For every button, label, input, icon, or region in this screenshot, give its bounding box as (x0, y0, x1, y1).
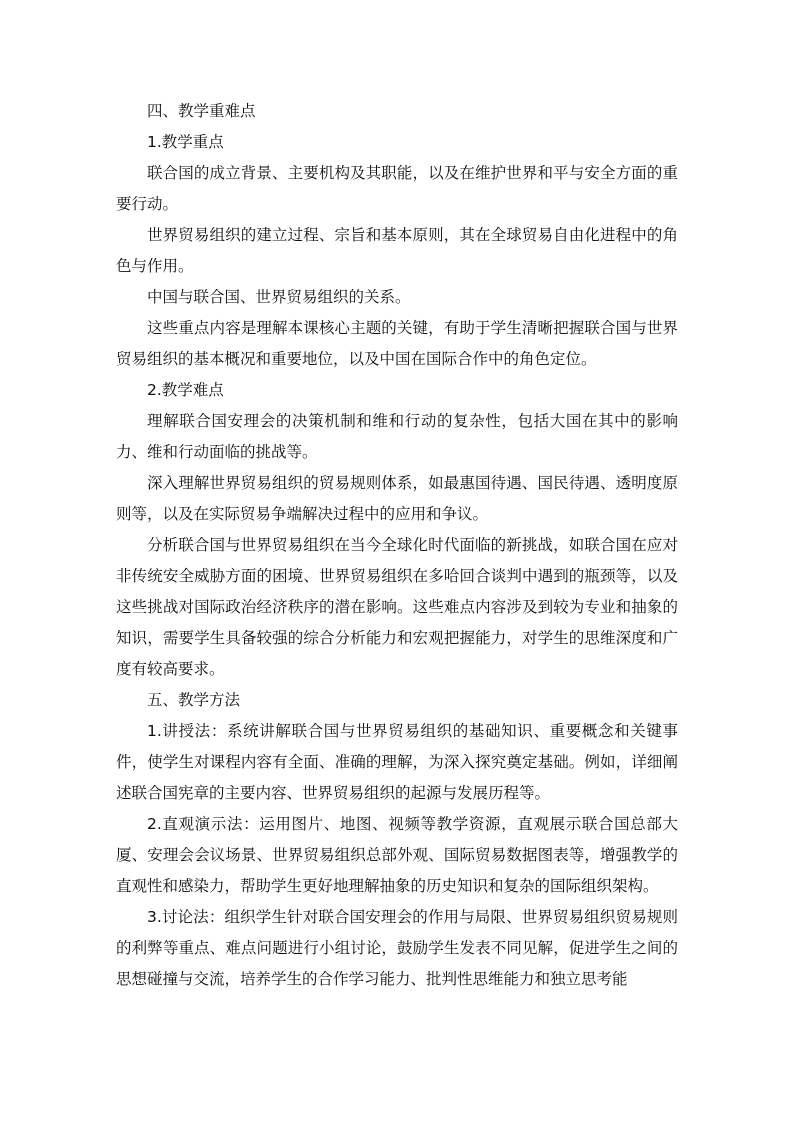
paragraph-un-background: 联合国的成立背景、主要机构及其职能，以及在维护世界和平与安全方面的重要行动。 (116, 164, 678, 213)
section-heading-teaching-methods: 五、教学方法 (147, 691, 241, 709)
paragraph-new-challenges: 分析联合国与世界贸易组织在当今全球化时代面临的新挑战，如联合国在应对非传统安全威胁方面的困境、世界贸易组织在多哈回合谈判中遇到的瓶颈等，以及这些挑战对国际政治经济秩序的潜在影响。这些难点内容涉及到较为专业和抽象的知识，需要学生具备较强的综合分析能力和宏观把握能力，对学生的思维深度和广度有较高要求。 (116, 536, 678, 678)
paragraph-wto-rules: 深入理解世界贸易组织的贸易规则体系，如最惠国待遇、国民待遇、透明度原则等，以及在实际贸易争端解决过程中的应用和争议。 (116, 474, 678, 523)
paragraph-china-relations: 中国与联合国、世界贸易组织的关系。 (147, 288, 411, 306)
paragraph-discussion-method: 3.讨论法：组织学生针对联合国安理会的作用与局限、世界贸易组织贸易规则的利弊等重点、难点问题进行小组讨论，鼓励学生发表不同见解，促进学生之间的思想碰撞与交流，培养学生的合作学习能力、批判性思维能力和独立思考能 (116, 908, 678, 988)
paragraph-wto-establishment: 世界贸易组织的建立过程、宗旨和基本原则，其在全球贸易自由化进程中的角色与作用。 (116, 226, 678, 275)
subheading-teaching-focus: 1.教学重点 (147, 133, 224, 151)
paragraph-lecture-method: 1.讲授法：系统讲解联合国与世界贸易组织的基础知识、重要概念和关键事件，使学生对课程内容有全面、准确的理解，为深入探究奠定基础。例如，详细阐述联合国宪章的主要内容、世界贸易组织的起源与发展历程等。 (116, 722, 678, 802)
document-page (116, 96, 678, 995)
paragraph-demonstration-method: 2.直观演示法：运用图片、地图、视频等教学资源，直观展示联合国总部大厦、安理会会议场景、世界贸易组织总部外观、国际贸易数据图表等，增强教学的直观性和感染力，帮助学生更好地理解抽象的历史知识和复杂的国际组织架构。 (116, 815, 678, 895)
paragraph-security-council: 理解联合国安理会的决策机制和维和行动的复杂性，包括大国在其中的影响力、维和行动面临的挑战等。 (116, 412, 678, 461)
subheading-teaching-difficulty: 2.教学难点 (147, 381, 224, 399)
section-heading-key-points: 四、教学重难点 (147, 102, 256, 120)
paragraph-focus-summary: 这些重点内容是理解本课核心主题的关键，有助于学生清晰把握联合国与世界贸易组织的基本概况和重要地位，以及中国在国际合作中的角色定位。 (116, 319, 678, 368)
